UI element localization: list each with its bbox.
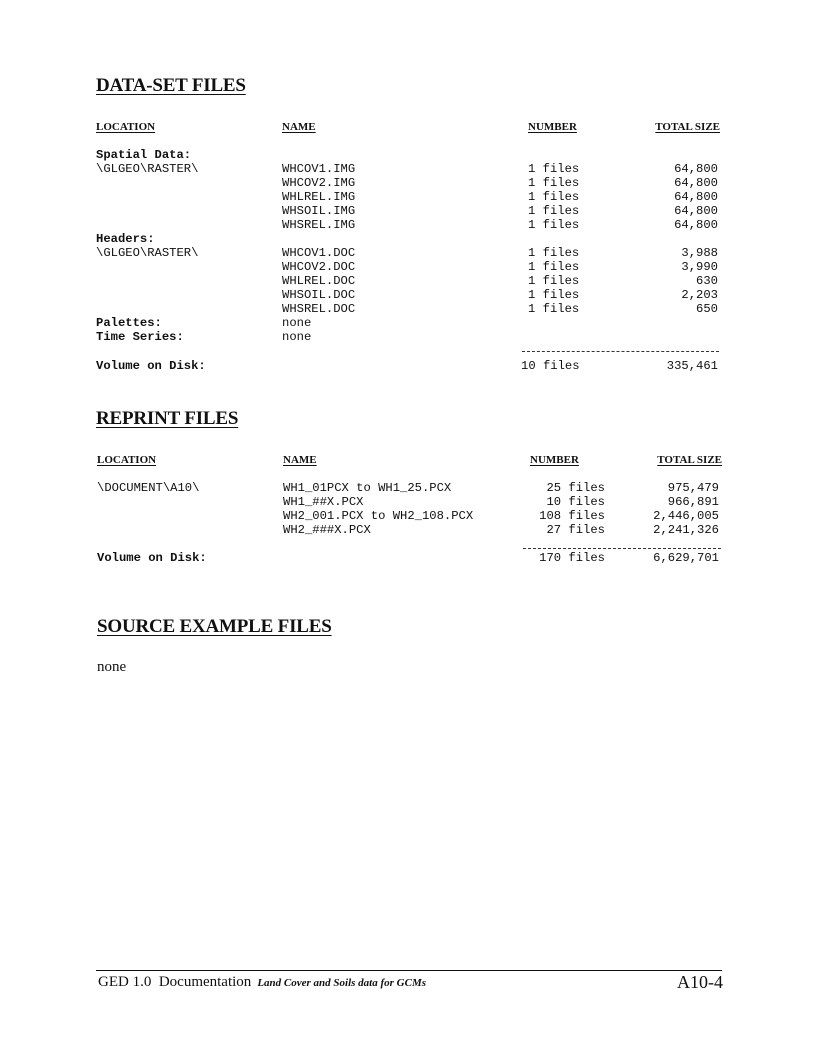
- reprint-col-name: NAME: [283, 454, 317, 466]
- header-row-number: 1 files: [528, 274, 580, 288]
- reprint-path: \DOCUMENT\A10\: [97, 481, 200, 495]
- header-row-size: 650: [696, 302, 718, 316]
- spatial-row-number: 1 files: [528, 204, 580, 218]
- spatial-data-label: Spatial Data:: [96, 148, 192, 162]
- header-row-name: WHCOV2.DOC: [282, 260, 356, 274]
- footer-doc-title: GED 1.0 Documentation: [98, 974, 252, 990]
- reprint-row-number: 25 files: [546, 481, 605, 495]
- header-row-name: WHSREL.DOC: [282, 302, 356, 316]
- dataset-volume-size: 335,461: [666, 359, 718, 373]
- header-row-number: 1 files: [528, 302, 580, 316]
- reprint-row-name: WH1_01PCX to WH1_25.PCX: [283, 481, 452, 495]
- dataset-heading: DATA-SET FILES: [96, 75, 246, 96]
- palettes-label: Palettes:: [96, 316, 162, 330]
- spatial-row-number: 1 files: [528, 190, 580, 204]
- reprint-volume-size: 6,629,701: [653, 551, 719, 565]
- reprint-row-size: 975,479: [667, 481, 719, 495]
- dataset-col-number: NUMBER: [528, 121, 577, 133]
- reprint-volume-label: Volume on Disk:: [97, 551, 207, 565]
- reprint-row-name: WH2_001.PCX to WH2_108.PCX: [283, 509, 474, 523]
- source-value: none: [97, 659, 127, 675]
- reprint-row-size: 966,891: [667, 495, 719, 509]
- spatial-row-name: WHCOV2.IMG: [282, 176, 356, 190]
- footer-rule: [96, 970, 722, 971]
- dataset-col-size: TOTAL SIZE: [655, 121, 720, 133]
- header-row-name: WHCOV1.DOC: [282, 246, 356, 260]
- dataset-volume-number: 10 files: [521, 359, 580, 373]
- header-row-name: WHLREL.DOC: [282, 274, 356, 288]
- source-heading: SOURCE EXAMPLE FILES: [97, 616, 332, 637]
- header-row-size: 2,203: [681, 288, 718, 302]
- spatial-row-name: WHSOIL.IMG: [282, 204, 356, 218]
- footer-subtitle: Land Cover and Soils data for GCMs: [257, 977, 427, 989]
- header-row-name: WHSOIL.DOC: [282, 288, 356, 302]
- page-number: A10-4: [677, 972, 723, 992]
- reprint-row-number: 27 files: [546, 523, 605, 537]
- header-row-number: 1 files: [528, 260, 580, 274]
- spatial-row-size: 64,800: [674, 204, 718, 218]
- reprint-total-divider: [523, 548, 721, 549]
- dataset-volume-label: Volume on Disk:: [96, 359, 206, 373]
- reprint-col-number: NUMBER: [530, 454, 579, 466]
- spatial-row-size: 64,800: [674, 218, 718, 232]
- reprint-row-size: 2,446,005: [653, 509, 719, 523]
- dataset-col-name: NAME: [282, 121, 316, 133]
- reprint-row-number: 10 files: [546, 495, 605, 509]
- spatial-row-size: 64,800: [674, 190, 718, 204]
- spatial-row-size: 64,800: [674, 176, 718, 190]
- reprint-row-size: 2,241,326: [653, 523, 719, 537]
- reprint-heading: REPRINT FILES: [96, 408, 239, 429]
- time-series-value: none: [282, 330, 312, 344]
- reprint-volume-number: 170 files: [539, 551, 605, 565]
- header-row-size: 630: [696, 274, 718, 288]
- spatial-row-name: WHLREL.IMG: [282, 190, 356, 204]
- footer-left: [98, 974, 426, 991]
- spatial-row-number: 1 files: [528, 218, 580, 232]
- headers-path: \GLGEO\RASTER\: [96, 246, 199, 260]
- spatial-row-number: 1 files: [528, 162, 580, 176]
- reprint-row-name: WH2_###X.PCX: [283, 523, 371, 537]
- spatial-row-name: WHCOV1.IMG: [282, 162, 356, 176]
- spatial-row-name: WHSREL.IMG: [282, 218, 356, 232]
- spatial-data-path: \GLGEO\RASTER\: [96, 162, 199, 176]
- reprint-row-number: 108 files: [539, 509, 605, 523]
- spatial-row-size: 64,800: [674, 162, 718, 176]
- reprint-row-name: WH1_##X.PCX: [283, 495, 364, 509]
- reprint-col-location: LOCATION: [97, 454, 157, 466]
- dataset-total-divider: [522, 351, 719, 352]
- palettes-value: none: [282, 316, 312, 330]
- headers-label: Headers:: [96, 232, 155, 246]
- header-row-size: 3,988: [681, 246, 718, 260]
- header-row-number: 1 files: [528, 288, 580, 302]
- header-row-number: 1 files: [528, 246, 580, 260]
- header-row-size: 3,990: [681, 260, 718, 274]
- time-series-label: Time Series:: [96, 330, 184, 344]
- reprint-col-size: TOTAL SIZE: [657, 454, 722, 466]
- spatial-row-number: 1 files: [528, 176, 580, 190]
- dataset-col-location: LOCATION: [96, 121, 156, 133]
